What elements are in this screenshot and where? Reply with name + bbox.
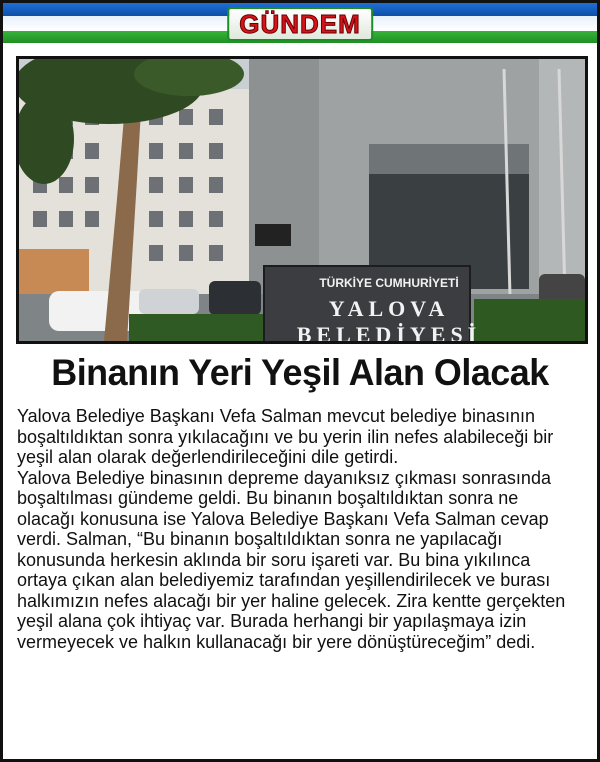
article-headline: Binanın Yeri Yeşil Alan Olacak	[51, 352, 549, 393]
section-label: GÜNDEM	[227, 7, 373, 41]
article-paragraph: Yalova Belediye Başkanı Vefa Salman mevcut belediye binasının boşaltıldıktan sonra yıkılacağını ve bu yerin ilin nefes alabileceği bir yeşil alan olarak değerlendirileceğini dile getirdi.	[17, 406, 554, 467]
sign-line-2: YALOVA	[328, 296, 450, 321]
article-body	[17, 406, 577, 652]
municipality-building-photo	[16, 56, 588, 344]
sign-line-1: TÜRKİYE CUMHURİYETİ	[319, 276, 459, 290]
sign-line-3: BELEDİYESİ	[296, 322, 482, 344]
article-paragraph: Yalova Belediye binasının depreme dayanıksız çıkması sonrasında boşaltılması gündeme geldi. Bu binanın boşaltıldıktan sonra ne olacağı konusuna ise Yalova Belediye Başkanı Vefa Salman cevap verdi. Salman, “Bu binanın boşaltıldıktan sonra ne yapılacağı konusunda herkesin aklında bir soru işareti var. Bu bina yıkılınca ortaya çıkan alan belediyemiz tarafından yeşillendirilecek ve burası halkımızın nefes alacağı bir yer haline gelecek. Zira kentte gerçekten yeşil alana çok ihtiyaç var. Burada herhangi bir yapılaşmaya izin vermeyecek ve halkın kullanacağı bir yere dönüştüreceğim” dedi.	[17, 467, 566, 652]
section-header-band	[3, 3, 597, 45]
